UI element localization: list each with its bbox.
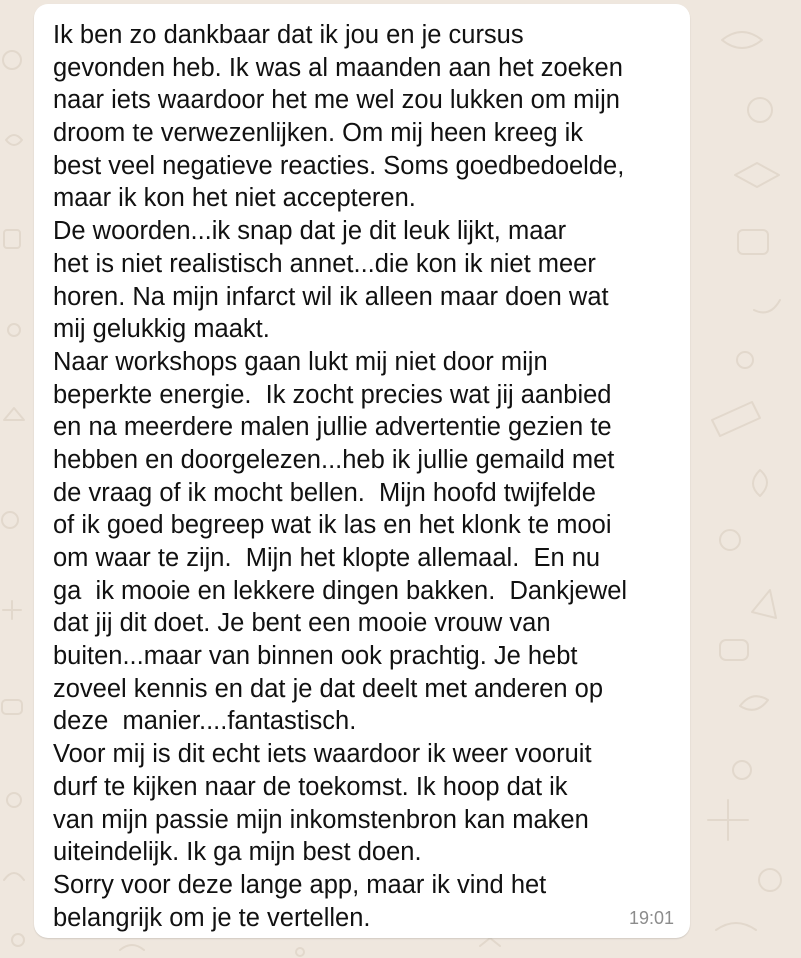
message-line: en na meerdere malen jullie advertentie gezien te bbox=[53, 413, 612, 442]
message-line: de vraag of ik mocht bellen. Mijn hoofd twijfelde bbox=[53, 478, 596, 507]
message-line: hebben en doorgelezen...heb ik jullie gemaild met bbox=[53, 445, 615, 474]
message-line: ga ik mooie en lekkere dingen bakken. Dankjewel bbox=[53, 576, 628, 605]
message-line: maar ik kon het niet accepteren. bbox=[53, 184, 416, 213]
message-line: Ik ben zo dankbaar dat ik jou en je cursus bbox=[53, 21, 524, 49]
message-line: Voor mij is dit echt iets waardoor ik weer vooruit bbox=[53, 740, 592, 769]
message-line: droom te verwezenlijken. Om mij heen kreeg ik bbox=[53, 119, 584, 148]
message-line: beperkte energie. Ik zocht precies wat jij aanbied bbox=[53, 380, 612, 409]
message-line: zoveel kennis en dat je dat deelt met anderen op bbox=[53, 674, 604, 703]
message-line: Naar workshops gaan lukt mij niet door mijn bbox=[53, 347, 548, 376]
message-line: Sorry voor deze lange app, maar ik vind het bbox=[53, 870, 547, 899]
message-line: horen. Na mijn infarct wil ik alleen maar doen wat bbox=[53, 282, 609, 311]
message-line: van mijn passie mijn inkomstenbron kan maken bbox=[53, 805, 589, 834]
message-line: of ik goed begreep wat ik las en het klonk te mooi bbox=[53, 511, 612, 540]
message-line: deze manier....fantastisch. bbox=[53, 707, 357, 736]
message-line: gevonden heb. Ik was al maanden aan het zoeken bbox=[53, 53, 623, 82]
message-bubble[interactable] bbox=[34, 4, 690, 938]
message-line: buiten...maar van binnen ook prachtig. Je hebt bbox=[53, 642, 578, 671]
message-line: het is niet realistisch annet...die kon ik niet meer bbox=[53, 249, 596, 278]
message-line: om waar te zijn. Mijn het klopte allemaal. En nu bbox=[53, 544, 601, 572]
message-line: dat jij dit doet. Je bent een mooie vrouw van bbox=[53, 609, 551, 638]
message-line: belangrijk om je te vertellen. bbox=[53, 903, 371, 932]
message-line: best veel negatieve reacties. Soms goedbedoelde, bbox=[53, 151, 625, 180]
message-timestamp: 19:01 bbox=[628, 908, 674, 928]
message-line: uiteindelijk. Ik ga mijn best doen. bbox=[53, 838, 422, 867]
message-line: naar iets waardoor het me wel zou lukken om mijn bbox=[53, 86, 620, 115]
message-line: durf te kijken naar de toekomst. Ik hoop dat ik bbox=[53, 772, 568, 801]
message-line: De woorden...ik snap dat je dit leuk lijkt, maar bbox=[53, 217, 567, 246]
message-line: mij gelukkig maakt. bbox=[53, 315, 270, 344]
